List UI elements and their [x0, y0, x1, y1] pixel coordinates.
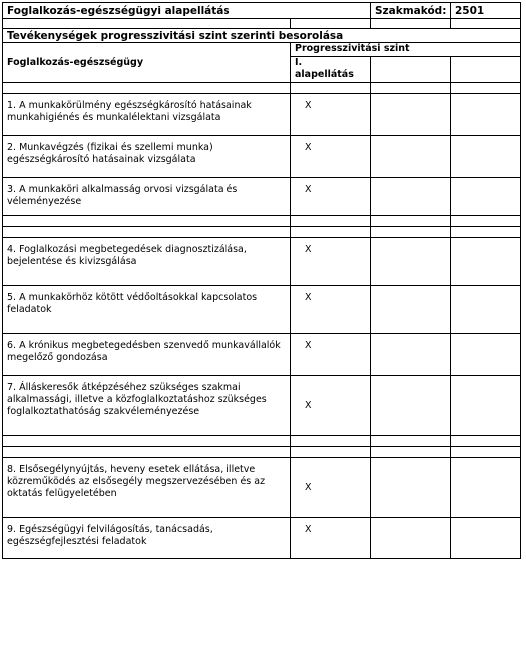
activity-text: 8. Elsősegélynyújtás, heveny esetek ellátása, illetve közreműködés az elsősegély megszervezésében és az oktatás felügyeletében — [3, 458, 291, 518]
activity-text: 4. Foglalkozási megbetegedések diagnosztizálása, bejelentése és kivizsgálása — [3, 238, 291, 286]
table-row — [3, 136, 521, 178]
activity-text: 3. A munkaköri alkalmasság orvosi vizsgálata és véleményezése — [3, 178, 291, 216]
level-mark: X — [291, 286, 371, 334]
table-row — [3, 518, 521, 559]
table-row — [3, 286, 521, 334]
level-1-header: I. alapellátás — [291, 57, 371, 83]
activity-text: 5. A munkakörhöz kötött védőoltásokkal kapcsolatos feladatok — [3, 286, 291, 334]
code-value: 2501 — [451, 3, 521, 19]
table-row — [3, 334, 521, 376]
activity-text: 6. A krónikus megbetegedésben szenvedő munkavállalók megelőző gondozása — [3, 334, 291, 376]
table-row — [3, 178, 521, 216]
level-mark: X — [291, 376, 371, 436]
section-title: Tevékenységek progresszivitási szint szerinti besorolása — [3, 29, 521, 43]
level-mark: X — [291, 136, 371, 178]
code-label: Szakmakód: — [371, 3, 451, 19]
table-row — [3, 238, 521, 286]
level-mark: X — [291, 458, 371, 518]
table-row — [3, 94, 521, 136]
table-row — [3, 376, 521, 436]
activity-text: 2. Munkavégzés (fizikai és szellemi munka) egészségkárosító hatásainak vizsgálata — [3, 136, 291, 178]
level-mark: X — [291, 334, 371, 376]
document-title: Foglalkozás-egészségügyi alapellátás — [3, 3, 371, 19]
activity-table — [2, 2, 521, 559]
level-mark: X — [291, 238, 371, 286]
table-row — [3, 458, 521, 518]
activity-text: 9. Egészségügyi felvilágosítás, tanácsadás, egészségfejlesztési feladatok — [3, 518, 291, 559]
row-header: Foglalkozás-egészségügy — [3, 43, 291, 83]
spacer-cell — [3, 19, 291, 29]
level-group-header: Progresszivitási szint — [291, 43, 521, 57]
activity-text: 7. Álláskeresők átképzéséhez szükséges szakmai alkalmassági, illetve a közfoglalkoztatáshoz szükséges foglalkoztathatóság szakvéleményezése — [3, 376, 291, 436]
level-mark: X — [291, 518, 371, 559]
level-mark: X — [291, 178, 371, 216]
activity-text: 1. A munkakörülmény egészségkárosító hatásainak munkahigiénés és munkalélektani vizsgálata — [3, 94, 291, 136]
level-mark: X — [291, 94, 371, 136]
